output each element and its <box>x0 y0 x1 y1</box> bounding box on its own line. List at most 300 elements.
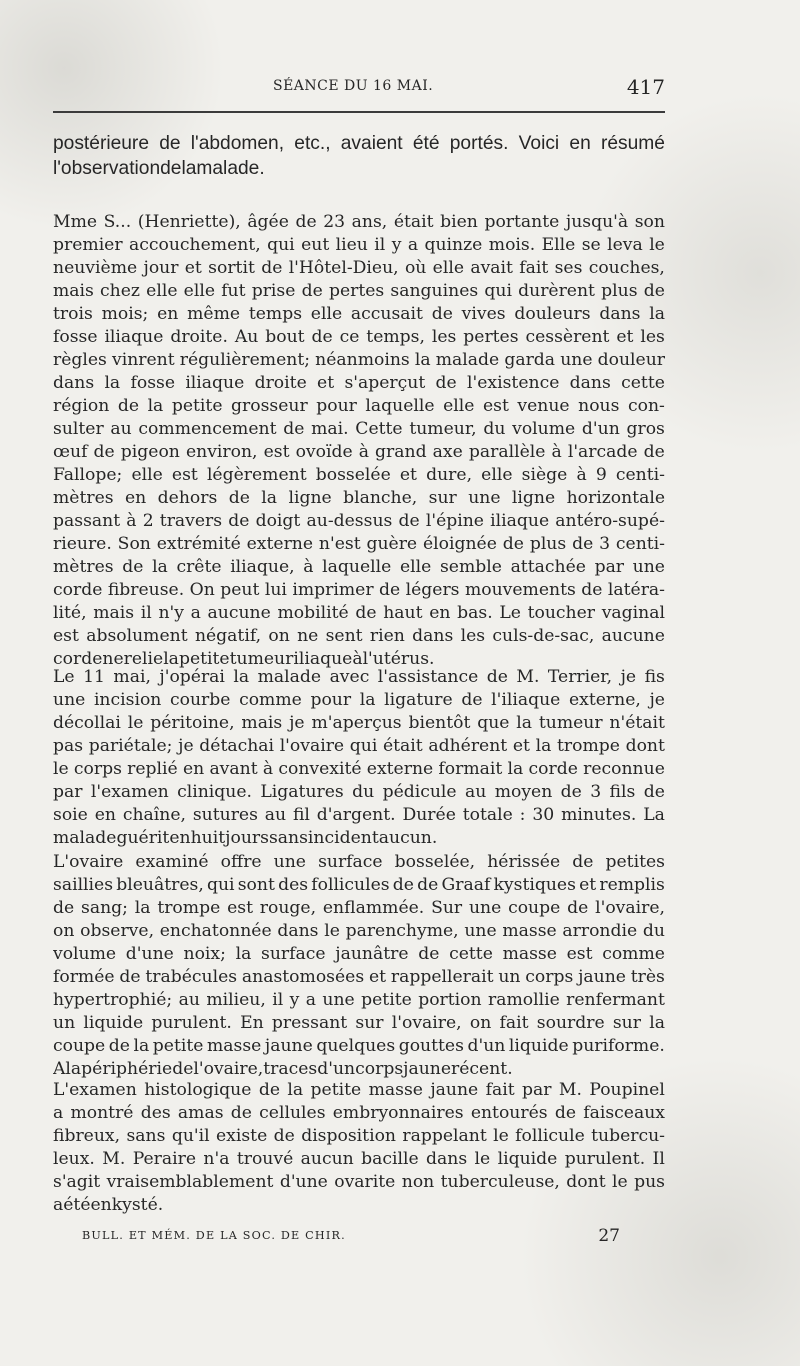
word: observe, <box>80 921 155 941</box>
word: est <box>227 898 253 918</box>
word: ligature <box>384 690 453 710</box>
word: petite <box>178 649 230 669</box>
word: de <box>295 212 317 232</box>
word: noix; <box>183 944 226 964</box>
word: le <box>649 235 665 255</box>
word: corde <box>528 759 578 779</box>
word: m'aperçus <box>311 713 402 733</box>
word: En <box>240 1013 264 1033</box>
word: malade <box>53 828 117 848</box>
word: vives <box>461 304 506 324</box>
word: cellules <box>259 1103 326 1123</box>
word: Sur <box>431 898 463 918</box>
word: de <box>159 133 181 154</box>
word: l'utérus. <box>362 649 435 669</box>
word: et <box>317 373 335 393</box>
word: je <box>289 713 305 733</box>
word: du <box>483 419 506 439</box>
word: du <box>352 782 375 802</box>
word: éloignée <box>422 534 497 554</box>
word: l'iliaque <box>491 690 561 710</box>
word: pertes <box>328 281 385 301</box>
word: un <box>53 1013 76 1033</box>
word: vraisemblablement <box>106 1172 274 1192</box>
word: trois <box>53 304 93 324</box>
word: la <box>287 1080 304 1100</box>
word: ramollie <box>487 990 560 1010</box>
word: a <box>53 1195 64 1215</box>
word: de <box>392 875 414 895</box>
word: mai, <box>113 667 151 687</box>
word: à <box>551 442 562 462</box>
word: mobilité <box>277 603 349 623</box>
word: été <box>63 1195 91 1215</box>
word: volume <box>512 419 576 439</box>
word: de <box>230 1103 252 1123</box>
page-footer <box>82 1226 620 1248</box>
word: parallèle <box>468 442 546 462</box>
word: adhérent <box>428 736 508 756</box>
word: neuvième <box>53 258 138 278</box>
text-line <box>53 897 665 920</box>
word: du <box>642 921 665 941</box>
word: qui <box>349 736 378 756</box>
word: entourés <box>470 1103 548 1123</box>
word: dans <box>277 921 319 941</box>
text-line <box>53 758 665 781</box>
text-line <box>53 579 665 602</box>
word: d'un <box>467 1036 506 1056</box>
word: sortit <box>208 258 255 278</box>
text-line <box>53 781 665 804</box>
word: sans <box>126 1126 166 1146</box>
word: bien <box>440 212 478 232</box>
word: doigt <box>255 511 301 531</box>
word: offre <box>220 852 262 872</box>
word: embryonnaires <box>332 1103 464 1123</box>
word: elle <box>443 396 475 416</box>
word: un <box>498 967 521 987</box>
word: volume <box>53 944 117 964</box>
word: convexité <box>278 759 362 779</box>
word: est <box>263 442 290 462</box>
word: M. <box>516 667 540 687</box>
word: soie <box>53 805 88 825</box>
word: bas. <box>457 603 493 623</box>
word: il <box>374 235 386 255</box>
word: de <box>417 875 439 895</box>
text-line <box>53 395 665 418</box>
word: pour <box>316 396 357 416</box>
text-line <box>53 602 665 625</box>
word: jours <box>225 828 269 848</box>
word: dans <box>412 626 454 646</box>
word: de <box>53 898 75 918</box>
word: lité, <box>53 603 87 623</box>
word: 11 <box>83 667 105 687</box>
word: une <box>273 852 306 872</box>
word: A <box>53 1059 66 1079</box>
word: qui <box>484 281 512 301</box>
word: malade <box>435 350 500 370</box>
word: avait <box>470 258 513 278</box>
word: au-dessus <box>306 511 393 531</box>
word: : <box>519 805 526 825</box>
word: formée <box>53 967 115 987</box>
word: vinrent <box>112 350 175 370</box>
word: et <box>512 736 530 756</box>
text-line <box>53 1148 665 1171</box>
word: de <box>643 281 665 301</box>
word: premier <box>53 235 123 255</box>
word: liquide <box>497 1149 558 1169</box>
word: fait <box>519 258 549 278</box>
text-line <box>53 349 665 372</box>
word: trompe <box>157 898 221 918</box>
word: bientôt <box>408 713 471 733</box>
word: douleurs <box>514 304 591 324</box>
word: trabécules <box>145 967 238 987</box>
word: le <box>127 713 144 733</box>
word: fait <box>485 1080 515 1100</box>
word: le <box>324 921 340 941</box>
text-line <box>53 735 665 758</box>
word: aucune <box>207 603 271 623</box>
word: de <box>560 782 582 802</box>
word: reconnue <box>583 759 665 779</box>
word: chaîne, <box>122 805 186 825</box>
word: avec <box>329 667 370 687</box>
word: iliaque <box>104 327 164 347</box>
word: cessèrent <box>525 327 610 347</box>
word: décollai <box>53 713 121 733</box>
word: Le <box>499 603 521 623</box>
word: en <box>94 805 116 825</box>
text-line <box>53 920 665 943</box>
word: couches, <box>588 258 665 278</box>
word: été <box>412 133 440 154</box>
word: commencement <box>138 419 277 439</box>
word: jaune <box>264 1036 313 1056</box>
word: quinze <box>424 235 483 255</box>
word: (Henriette), <box>137 212 241 232</box>
word: je <box>178 736 194 756</box>
word: de <box>228 511 250 531</box>
word: surface <box>318 852 383 872</box>
word: imprimer <box>292 580 374 600</box>
word: elle <box>310 304 343 324</box>
word: l'assistance <box>377 667 479 687</box>
word: venue <box>517 396 570 416</box>
word: à <box>303 557 314 577</box>
word: temps, <box>366 327 425 347</box>
word: La <box>643 805 665 825</box>
word: d'un <box>317 1059 356 1079</box>
word: n'a <box>203 1149 230 1169</box>
word: corps <box>355 1059 404 1079</box>
word: l'ovaire, <box>193 1059 264 1079</box>
word: absolument <box>86 626 188 646</box>
word: leva <box>607 235 643 255</box>
word: nous <box>578 396 620 416</box>
word: masse <box>502 921 557 941</box>
text-line <box>53 943 665 966</box>
word: néanmoins <box>315 350 410 370</box>
word: gouttes <box>398 1036 464 1056</box>
word: de <box>567 898 589 918</box>
word: mois. <box>488 235 536 255</box>
word: et <box>368 967 387 987</box>
word: Le <box>53 667 75 687</box>
word: malade <box>257 667 322 687</box>
word: disposition <box>301 1126 396 1146</box>
word: l'existence <box>467 373 560 393</box>
word: rappellerait <box>390 967 494 987</box>
word: sang; <box>81 898 128 918</box>
word: se <box>581 235 601 255</box>
word: masse <box>502 944 557 964</box>
text-line <box>53 1194 665 1217</box>
word: l'ovaire, <box>595 898 665 918</box>
text-line <box>53 156 665 181</box>
word: environ, <box>185 442 258 462</box>
word: ligne <box>288 488 332 508</box>
word: une <box>322 990 355 1010</box>
word: minutes. <box>561 805 637 825</box>
word: les <box>431 327 457 347</box>
word: légers <box>405 580 460 600</box>
word: elle <box>399 557 432 577</box>
word: est <box>566 944 593 964</box>
word: régulièrement; <box>179 350 311 370</box>
word: examiné <box>135 852 209 872</box>
text-line <box>53 874 665 897</box>
word: au <box>110 419 132 439</box>
word: Poupinel <box>589 1080 665 1100</box>
text-line <box>53 1012 665 1035</box>
word: guérit <box>116 828 170 848</box>
word: mais <box>93 603 135 623</box>
word: mois; <box>101 304 149 324</box>
word: une <box>632 557 665 577</box>
word: passant <box>53 511 121 531</box>
text-line <box>53 280 665 303</box>
word: dans <box>53 373 95 393</box>
word: elle <box>183 281 216 301</box>
word: pédicule <box>382 782 457 802</box>
word: la <box>134 898 151 918</box>
word: à <box>262 759 274 779</box>
word: montré <box>70 1103 134 1123</box>
word: de <box>435 373 457 393</box>
word: centi- <box>615 534 665 554</box>
word: vaginal <box>601 603 665 623</box>
word: temps <box>248 304 303 324</box>
word: de <box>643 442 665 462</box>
word: en <box>182 759 205 779</box>
word: de <box>355 603 377 623</box>
word: Son <box>117 534 151 554</box>
word: de <box>431 304 453 324</box>
word: de <box>261 258 283 278</box>
word: dont <box>625 736 665 756</box>
word: petites <box>605 852 665 872</box>
word: haut <box>383 603 423 623</box>
word: l'Hôtel-Dieu, <box>288 258 399 278</box>
word: mètres <box>53 557 114 577</box>
word: tuberculeuse, <box>440 1172 560 1192</box>
word: externe <box>366 759 434 779</box>
word: le <box>53 759 69 779</box>
word: la <box>414 350 431 370</box>
word: est <box>171 465 198 485</box>
text-line <box>53 464 665 487</box>
word: incident <box>307 828 379 848</box>
word: et <box>616 327 634 347</box>
word: comme <box>602 944 665 964</box>
word: au <box>264 805 287 825</box>
word: liquide <box>83 1013 144 1033</box>
word: était <box>382 736 423 756</box>
word: ce <box>339 327 360 347</box>
word: saillies <box>53 875 114 895</box>
word: de <box>172 1059 194 1079</box>
word: formait <box>438 759 503 779</box>
word: Mme <box>53 212 98 232</box>
word: de <box>283 419 305 439</box>
word: la <box>235 944 252 964</box>
word: petite <box>152 1036 204 1056</box>
word: ovarite <box>334 1172 396 1192</box>
word: horizontale <box>566 488 665 508</box>
word: a <box>53 1103 64 1123</box>
word: toucher <box>527 603 596 623</box>
word: les <box>460 626 486 646</box>
word: de <box>108 1036 130 1056</box>
word: petite <box>171 396 223 416</box>
word: mais <box>53 281 94 301</box>
word: sur <box>612 1013 641 1033</box>
word: ne <box>297 626 319 646</box>
word: par <box>594 557 625 577</box>
word: courbe <box>170 690 231 710</box>
word: enchatonnée <box>159 921 272 941</box>
word: âgée <box>247 212 289 232</box>
word: sans <box>268 828 308 848</box>
text-line <box>53 418 665 441</box>
word: l'observation <box>53 158 161 179</box>
word: de <box>643 782 665 802</box>
word: et <box>579 875 597 895</box>
word: parenchyme, <box>345 921 459 941</box>
word: fut <box>221 281 246 301</box>
word: la <box>65 1059 82 1079</box>
word: trouvé <box>236 1149 294 1169</box>
word: la <box>181 158 197 179</box>
word: on <box>469 1013 492 1033</box>
word: de <box>572 534 594 554</box>
word: 3 <box>599 534 611 554</box>
word: de <box>311 327 333 347</box>
word: aucun. <box>378 828 438 848</box>
word: traces <box>263 1059 318 1079</box>
word: huit <box>190 828 226 848</box>
word: corps <box>525 967 574 987</box>
word: en <box>157 304 179 324</box>
word: au <box>464 782 487 802</box>
word: périphérie <box>81 1059 173 1079</box>
word: de <box>119 967 141 987</box>
word: iliaque <box>490 511 550 531</box>
word: 3 <box>590 782 602 802</box>
word: de <box>418 944 440 964</box>
word: l'ovaire <box>279 736 345 756</box>
word: arrondie <box>562 921 638 941</box>
word: et <box>399 465 417 485</box>
word: y <box>391 235 402 255</box>
word: région <box>53 396 110 416</box>
journal-signature: BULL. ET MÉM. DE LA SOC. DE CHIR. <box>82 1229 346 1242</box>
word: incision <box>93 690 162 710</box>
word: fosse <box>53 327 98 347</box>
word: avaient <box>340 133 403 154</box>
word: où <box>404 258 427 278</box>
text-line <box>53 989 665 1012</box>
word: s'agit <box>53 1172 101 1192</box>
word: milieu, <box>206 990 266 1010</box>
word: la <box>104 373 121 393</box>
text-line <box>53 1079 665 1102</box>
word: sont <box>237 875 275 895</box>
word: de <box>273 1126 295 1146</box>
word: tumeur <box>538 713 603 733</box>
word: de <box>502 534 524 554</box>
word: leux. <box>53 1149 95 1169</box>
word: œuf <box>53 442 88 462</box>
word: à <box>352 649 363 669</box>
word: en <box>569 133 591 154</box>
word: résumé <box>600 133 665 154</box>
word: blanche, <box>343 488 418 508</box>
word: dont <box>566 1172 606 1192</box>
text-line <box>53 510 665 533</box>
word: l'arcade <box>567 442 638 462</box>
word: prise <box>251 281 296 301</box>
word: récent. <box>451 1059 513 1079</box>
word: jour <box>143 258 179 278</box>
word: puriforme. <box>572 1036 665 1056</box>
word: totale <box>462 805 513 825</box>
text-line <box>53 487 665 510</box>
word: pigeon <box>120 442 180 462</box>
word: Il <box>652 1149 665 1169</box>
word: eut <box>301 235 330 255</box>
word: jaune <box>403 1059 452 1079</box>
word: des <box>278 875 309 895</box>
word: l'ovaire, <box>391 1013 462 1033</box>
word: corps <box>73 759 122 779</box>
word: avant <box>209 759 258 779</box>
word: le <box>474 1149 491 1169</box>
page-number: 417 <box>626 75 665 99</box>
word: légèrement <box>206 465 307 485</box>
word: et <box>184 258 202 278</box>
word: de <box>554 1103 576 1123</box>
word: semble <box>439 557 502 577</box>
word: con- <box>627 396 665 416</box>
word: n'est <box>318 534 361 554</box>
word: ses <box>554 258 583 278</box>
